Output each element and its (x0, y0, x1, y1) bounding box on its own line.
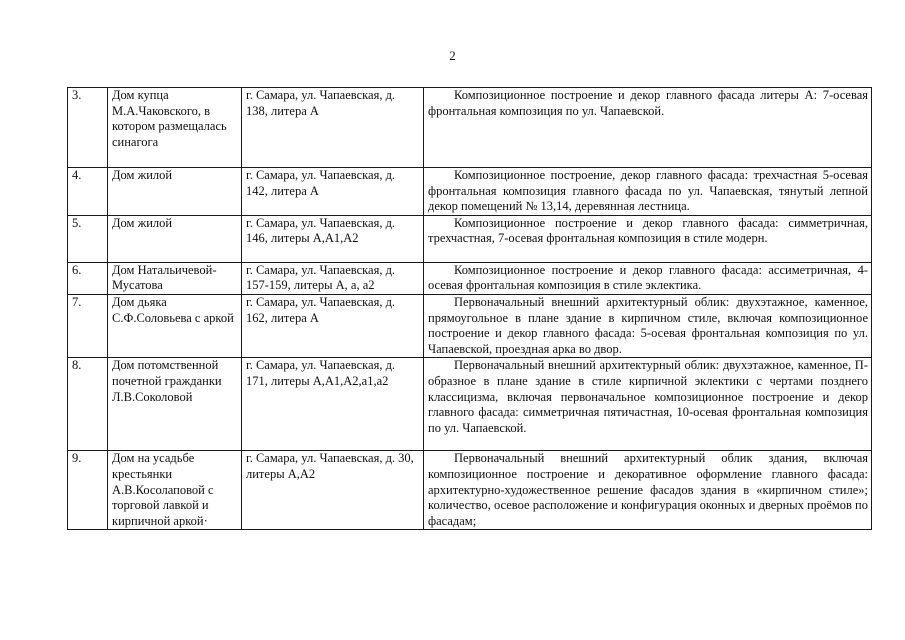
table-row (68, 358, 872, 451)
row-number: 5. (68, 215, 108, 262)
row-number: 9. (68, 451, 108, 530)
row-number: 8. (68, 358, 108, 451)
protection-subject-text: Первоначальный внешний архитектурный облик: двухэтажное, каменное, прямоугольное в плане здание в кирпичном стиле, включая композиционное построение и декор главного фасада: 5-осевая фронтальная композиция по ул. Чапаевской, проездная арка во двор. (428, 294, 868, 356)
object-address: г. Самара, ул. Чапаевская, д. 30, литеры А,А2 (242, 451, 424, 530)
row-number: 6. (68, 262, 108, 294)
object-address: г. Самара, ул. Чапаевская, д. 138, литера А (242, 88, 424, 168)
object-name: Дом жилой (108, 215, 242, 262)
protection-subject-text: Композиционное построение, декор главного фасада: трехчастная 5-осевая фронтальная композиция главного фасада по ул. Чапаевская, тянутый лепной декор помещений № 13,14, деревянная лестница. (428, 168, 868, 214)
page-number: 2 (449, 48, 456, 63)
object-name: Дом купца М.А.Чаковского, в котором размещалась синагога (108, 88, 242, 168)
protection-subject-text: Композиционное построение и декор главного фасада: симметричная, трехчастная, 7-осевая фронтальная композиция в стиле модерн. (428, 215, 868, 246)
object-address: г. Самара, ул. Чапаевская, д. 146, литеры А,А1,А2 (242, 215, 424, 262)
object-name: Дом на усадьбе крестьянки А.В.Косолаповой с торговой лавкой и кирпичной аркой· (108, 451, 242, 530)
object-address: г. Самара, ул. Чапаевская, д. 171, литеры А,А1,А2,а1,а2 (242, 358, 424, 451)
protection-subject-text: Первоначальный внешний архитектурный облик: двухэтажное, каменное, П-образное в плане здание в стиле кирпичной эклектики с чертами позднего классицизма, включая первоначальное композиционное построение и декор главного фасада: симметричная пятичастная, 10-осевая фронтальная композиция по ул. Чапаевской. (428, 358, 868, 435)
row-number: 4. (68, 168, 108, 216)
row-number: 7. (68, 294, 108, 357)
table-row (68, 168, 872, 216)
protection-subject-text: Первоначальный внешний архитектурный облик здания, включая композиционное построение и декоративное оформление главного фасада: архитектурно-художественное решение фасадов здания в «кирпичном стиле»; количество, осевое расположение и конфигурация оконных и дверных проёмов по фасадам; (428, 451, 868, 528)
protection-subject (424, 358, 872, 451)
protection-subject (424, 215, 872, 262)
protection-subject (424, 168, 872, 216)
object-address: г. Самара, ул. Чапаевская, д. 157-159, литеры А, а, а2 (242, 262, 424, 294)
protection-subject (424, 451, 872, 530)
protection-subject (424, 294, 872, 357)
table-row (68, 262, 872, 294)
object-address: г. Самара, ул. Чапаевская, д. 142, литера А (242, 168, 424, 216)
table-row (68, 294, 872, 357)
heritage-objects-table (67, 87, 872, 530)
object-name: Дом Натальичевой-Мусатова (108, 262, 242, 294)
object-name: Дом дьяка С.Ф.Соловьева с аркой (108, 294, 242, 357)
table-row (68, 215, 872, 262)
object-name: Дом жилой (108, 168, 242, 216)
table-row (68, 451, 872, 530)
protection-subject-text: Композиционное построение и декор главного фасада литеры А: 7-осевая фронтальная композиция по ул. Чапаевской. (428, 88, 868, 118)
object-address: г. Самара, ул. Чапаевская, д. 162, литера А (242, 294, 424, 357)
row-number: 3. (68, 88, 108, 168)
table-row (68, 88, 872, 168)
protection-subject (424, 88, 872, 168)
protection-subject (424, 262, 872, 294)
protection-subject-text: Композиционное построение и декор главного фасада: ассиметричная, 4-осевая фронтальная композиция в стиле эклектика. (428, 262, 868, 293)
object-name: Дом потомственной почетной гражданки Л.В.Соколовой (108, 358, 242, 451)
